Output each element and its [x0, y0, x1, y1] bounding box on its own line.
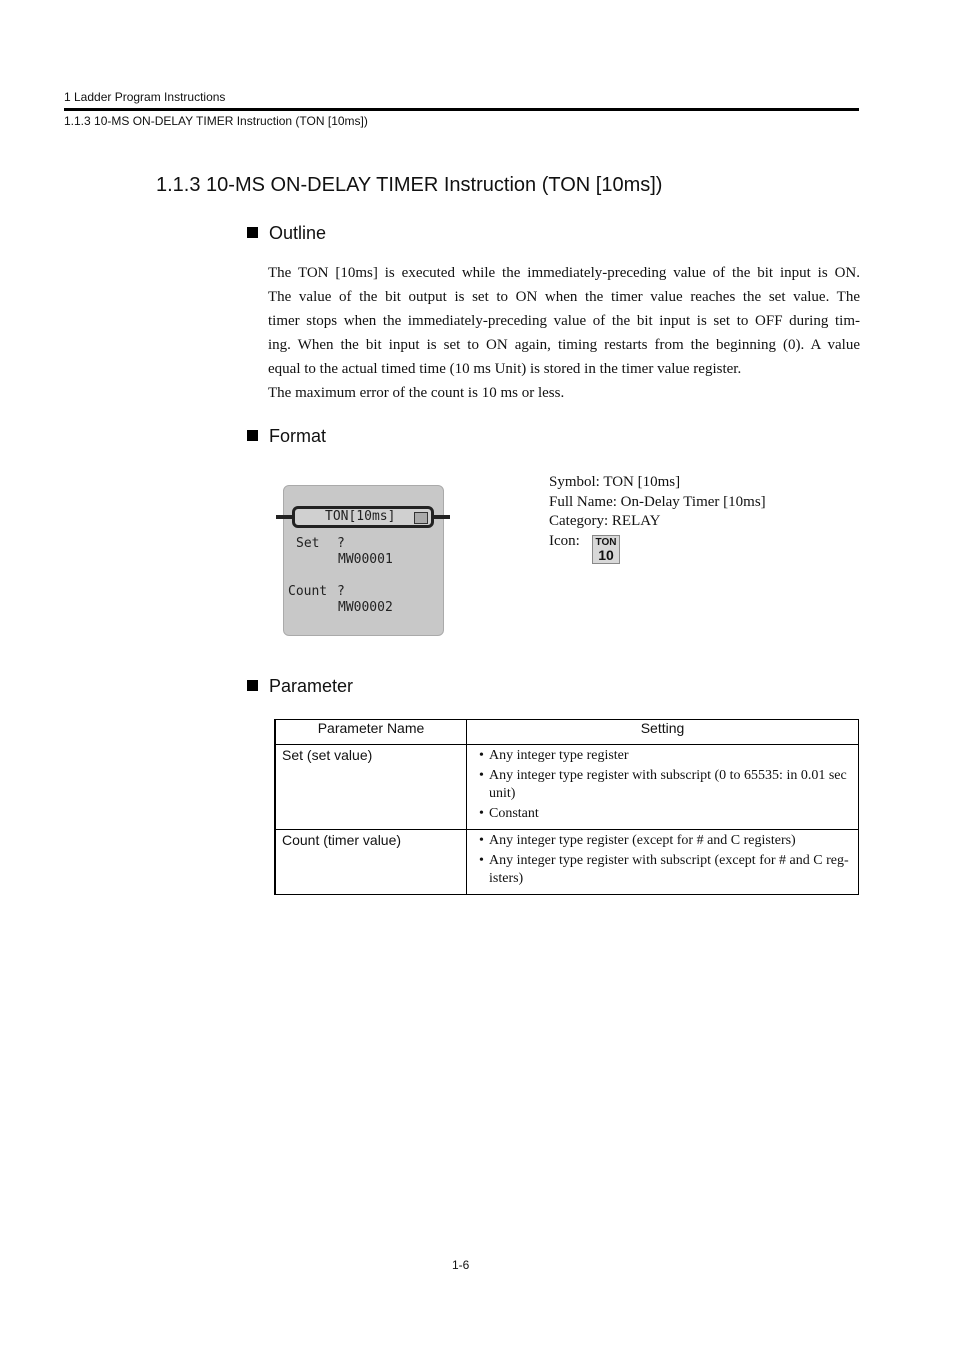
ladder-set-label: Set: [296, 536, 320, 551]
ladder-count-placeholder: ?: [337, 584, 345, 599]
icon-label: Icon:: [549, 532, 580, 549]
symbol-line: Symbol: TON [10ms]: [549, 474, 681, 490]
square-bullet-icon: [247, 227, 258, 238]
parameter-name-cell: Count (timer value): [275, 830, 467, 895]
parameter-table: [274, 719, 859, 895]
outline-line: The TON [10ms] is executed while the immediately-preceding value of the bit input is ON.: [268, 265, 860, 281]
table-row: [275, 745, 859, 830]
running-header-chapter: 1 Ladder Program Instructions: [64, 90, 226, 104]
outline-line: The maximum error of the count is 10 ms or less.: [268, 385, 565, 401]
outline-line: timer stops when the immediately-preceding value of the bit input is set to OFF during tim-: [268, 313, 860, 329]
setting-item: • Any integer type register with subscript (except for # and C reg-isters): [479, 852, 854, 888]
ladder-count-label: Count: [288, 584, 328, 599]
page-number: 1-6: [452, 1258, 470, 1272]
ton-10-icon: [592, 535, 620, 564]
running-header-section: 1.1.3 10-MS ON-DELAY TIMER Instruction (TON [10ms]): [64, 114, 368, 128]
timer-mini-icon: [414, 512, 428, 524]
column-header-parameter-name: Parameter Name: [275, 720, 467, 745]
parameter-name-cell: Set (set value): [275, 745, 467, 830]
outline-heading: [247, 223, 326, 244]
ton-icon-text-top: TON: [595, 537, 617, 548]
table-header-row: [275, 720, 859, 745]
parameter-heading: [247, 676, 353, 697]
setting-item: • Any integer type register (except for # and C registers): [479, 832, 854, 850]
format-heading-text: Format: [269, 426, 327, 446]
parameter-setting-cell: [467, 745, 859, 830]
category-line: Category: RELAY: [549, 513, 661, 529]
outline-line: equal to the actual timed time (10 ms Unit) is stored in the timer value register.: [268, 361, 742, 377]
ladder-instruction-name: TON[10ms]: [325, 509, 396, 524]
ladder-set-register: MW00001: [338, 552, 393, 567]
column-header-setting: Setting: [467, 720, 859, 745]
header-rule: [64, 108, 859, 111]
outline-paragraph: [268, 261, 860, 405]
outline-heading-text: Outline: [269, 223, 327, 243]
square-bullet-icon: [247, 430, 258, 441]
ladder-set-placeholder: ?: [337, 536, 345, 551]
section-title: 1.1.3 10-MS ON-DELAY TIMER Instruction (TON [10ms]): [156, 174, 663, 196]
full-name-line: Full Name: On-Delay Timer [10ms]: [549, 493, 766, 510]
square-bullet-icon: [247, 680, 258, 691]
symbol-info: [549, 473, 766, 551]
outline-line: ing. When the bit input is set to ON again, timing restarts from the beginning (0). A value: [268, 337, 860, 353]
format-heading: [247, 426, 326, 447]
setting-item: • Any integer type register with subscript (0 to 65535: in 0.01 sec unit): [479, 767, 854, 803]
ladder-count-register: MW00002: [338, 600, 393, 615]
parameter-setting-cell: [467, 830, 859, 895]
table-row: [275, 830, 859, 895]
ladder-wire-right: [432, 515, 450, 519]
outline-line: The value of the bit output is set to ON when the timer value reaches the set value. The: [268, 289, 860, 305]
ton-icon-text-bottom: 10: [598, 547, 614, 563]
setting-item: • Any integer type register: [479, 747, 854, 765]
setting-item: • Constant: [479, 805, 854, 823]
parameter-heading-text: Parameter: [269, 676, 354, 696]
